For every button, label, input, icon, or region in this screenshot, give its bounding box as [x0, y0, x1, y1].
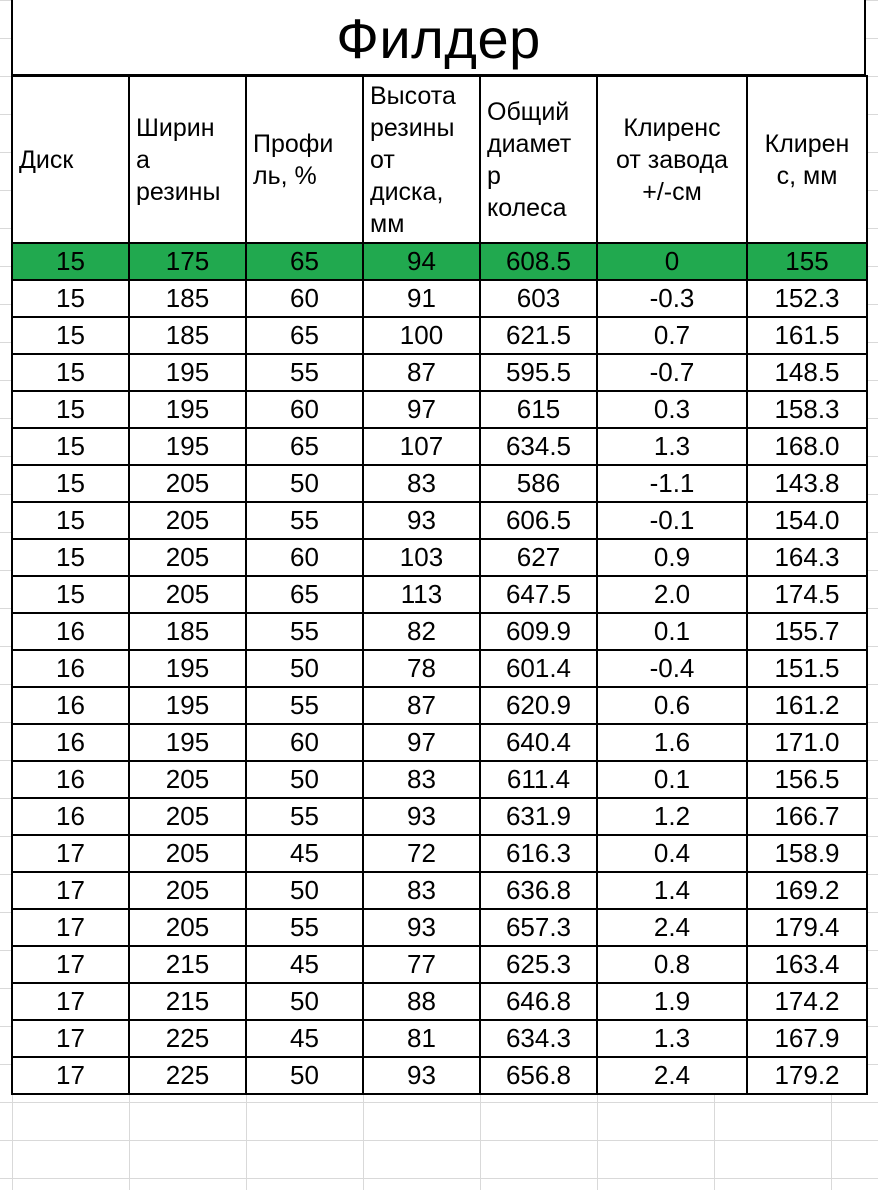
cell-overall-diameter[interactable]: 606.5: [480, 502, 597, 539]
table-row: [12, 502, 867, 539]
cell-profile[interactable]: 65: [246, 317, 363, 354]
header-clearance-mm[interactable]: Клирен с, мм: [747, 76, 867, 243]
cell-disk[interactable]: 15: [12, 280, 129, 317]
cell-profile[interactable]: 55: [246, 354, 363, 391]
cell-tire-width[interactable]: 175: [129, 243, 246, 280]
cell-profile[interactable]: 45: [246, 1020, 363, 1057]
cell-profile[interactable]: 50: [246, 465, 363, 502]
cell-sidewall-height[interactable]: 94: [363, 243, 480, 280]
cell-tire-width[interactable]: 185: [129, 280, 246, 317]
cell-clearance-mm[interactable]: 168.0: [747, 428, 867, 465]
cell-overall-diameter[interactable]: 615: [480, 391, 597, 428]
cell-sidewall-height[interactable]: 97: [363, 724, 480, 761]
cell-clearance-delta[interactable]: 0.7: [597, 317, 747, 354]
cell-profile[interactable]: 65: [246, 576, 363, 613]
cell-tire-width[interactable]: 215: [129, 983, 246, 1020]
cell-clearance-delta[interactable]: 0: [597, 243, 747, 280]
cell-sidewall-height[interactable]: 93: [363, 502, 480, 539]
cell-overall-diameter[interactable]: 646.8: [480, 983, 597, 1020]
cell-disk[interactable]: 15: [12, 502, 129, 539]
cell-disk[interactable]: 15: [12, 391, 129, 428]
cell-clearance-mm[interactable]: 161.5: [747, 317, 867, 354]
cell-disk[interactable]: 16: [12, 798, 129, 835]
cell-clearance-delta[interactable]: 0.1: [597, 761, 747, 798]
cell-clearance-mm[interactable]: 155: [747, 243, 867, 280]
cell-disk[interactable]: 16: [12, 724, 129, 761]
cell-clearance-delta[interactable]: 0.4: [597, 835, 747, 872]
cell-sidewall-height[interactable]: 87: [363, 687, 480, 724]
table-title: Филдер: [336, 7, 541, 70]
table-title-cell[interactable]: [11, 0, 866, 76]
header-disk[interactable]: Диск: [12, 76, 129, 243]
cell-profile[interactable]: 50: [246, 872, 363, 909]
cell-clearance-mm[interactable]: 161.2: [747, 687, 867, 724]
empty-sheet-area: [0, 1143, 878, 1190]
cell-profile[interactable]: 55: [246, 687, 363, 724]
cell-clearance-mm[interactable]: 167.9: [747, 1020, 867, 1057]
cell-disk[interactable]: 16: [12, 761, 129, 798]
cell-overall-diameter[interactable]: 616.3: [480, 835, 597, 872]
cell-clearance-delta[interactable]: -1.1: [597, 465, 747, 502]
cell-sidewall-height[interactable]: 93: [363, 909, 480, 946]
cell-clearance-mm[interactable]: 179.2: [747, 1057, 867, 1094]
header-clearance-delta[interactable]: Клиренс от завода +/-см: [597, 76, 747, 243]
cell-profile[interactable]: 55: [246, 613, 363, 650]
cell-disk[interactable]: 17: [12, 909, 129, 946]
cell-clearance-delta[interactable]: 2.4: [597, 1057, 747, 1094]
table-row: [12, 872, 867, 909]
table-row: [12, 1057, 867, 1094]
header-sidewall-height[interactable]: Высота резины от диска, мм: [363, 76, 480, 243]
cell-tire-width[interactable]: 205: [129, 576, 246, 613]
table-row: [12, 909, 867, 946]
cell-disk[interactable]: 17: [12, 1057, 129, 1094]
cell-overall-diameter[interactable]: 631.9: [480, 798, 597, 835]
cell-tire-width[interactable]: 195: [129, 354, 246, 391]
cell-tire-width[interactable]: 205: [129, 909, 246, 946]
cell-tire-width[interactable]: 205: [129, 539, 246, 576]
cell-clearance-delta[interactable]: -0.1: [597, 502, 747, 539]
cell-disk[interactable]: 15: [12, 465, 129, 502]
table-row: [12, 946, 867, 983]
cell-disk[interactable]: 15: [12, 317, 129, 354]
cell-clearance-delta[interactable]: 1.6: [597, 724, 747, 761]
cell-overall-diameter[interactable]: 608.5: [480, 243, 597, 280]
table-row: [12, 724, 867, 761]
cell-clearance-delta[interactable]: 0.3: [597, 391, 747, 428]
table-row: [12, 317, 867, 354]
cell-clearance-delta[interactable]: 1.2: [597, 798, 747, 835]
cell-sidewall-height[interactable]: 87: [363, 354, 480, 391]
table-header: [12, 76, 867, 243]
cell-clearance-mm[interactable]: 179.4: [747, 909, 867, 946]
cell-disk[interactable]: 17: [12, 983, 129, 1020]
table-row: [12, 576, 867, 613]
cell-overall-diameter[interactable]: 656.8: [480, 1057, 597, 1094]
cell-profile[interactable]: 55: [246, 502, 363, 539]
cell-profile[interactable]: 55: [246, 798, 363, 835]
cell-profile[interactable]: 65: [246, 243, 363, 280]
cell-overall-diameter[interactable]: 586: [480, 465, 597, 502]
cell-profile[interactable]: 65: [246, 428, 363, 465]
cell-overall-diameter[interactable]: 601.4: [480, 650, 597, 687]
cell-clearance-mm[interactable]: 174.2: [747, 983, 867, 1020]
cell-sidewall-height[interactable]: 113: [363, 576, 480, 613]
cell-tire-width[interactable]: 185: [129, 613, 246, 650]
cell-profile[interactable]: 45: [246, 835, 363, 872]
cell-clearance-mm[interactable]: 152.3: [747, 280, 867, 317]
table-row: [12, 761, 867, 798]
cell-sidewall-height[interactable]: 91: [363, 280, 480, 317]
cell-profile[interactable]: 60: [246, 391, 363, 428]
header-profile[interactable]: Профи ль, %: [246, 76, 363, 243]
cell-clearance-mm[interactable]: 164.3: [747, 539, 867, 576]
cell-tire-width[interactable]: 195: [129, 391, 246, 428]
header-overall-diameter[interactable]: Общий диамет р колеса: [480, 76, 597, 243]
cell-overall-diameter[interactable]: 636.8: [480, 872, 597, 909]
table-row: [12, 391, 867, 428]
cell-clearance-mm[interactable]: 156.5: [747, 761, 867, 798]
cell-tire-width[interactable]: 205: [129, 872, 246, 909]
cell-disk[interactable]: 15: [12, 539, 129, 576]
cell-disk[interactable]: 17: [12, 1020, 129, 1057]
header-tire-width[interactable]: Ширин а резины: [129, 76, 246, 243]
header-row: [12, 76, 867, 243]
cell-overall-diameter[interactable]: 621.5: [480, 317, 597, 354]
cell-clearance-mm[interactable]: 143.8: [747, 465, 867, 502]
table-row: [12, 354, 867, 391]
cell-tire-width[interactable]: 205: [129, 761, 246, 798]
cell-tire-width[interactable]: 185: [129, 317, 246, 354]
tire-table: [11, 75, 868, 1095]
cell-tire-width[interactable]: 205: [129, 502, 246, 539]
cell-profile[interactable]: 50: [246, 761, 363, 798]
cell-tire-width[interactable]: 225: [129, 1020, 246, 1057]
cell-clearance-mm[interactable]: 154.0: [747, 502, 867, 539]
cell-clearance-delta[interactable]: 2.4: [597, 909, 747, 946]
cell-disk[interactable]: 17: [12, 872, 129, 909]
cell-sidewall-height[interactable]: 83: [363, 872, 480, 909]
cell-profile[interactable]: 50: [246, 1057, 363, 1094]
cell-disk[interactable]: 15: [12, 243, 129, 280]
cell-disk[interactable]: 16: [12, 687, 129, 724]
table-body: [12, 243, 867, 1094]
table-row: [12, 613, 867, 650]
cell-sidewall-height[interactable]: 83: [363, 761, 480, 798]
table-row: [12, 798, 867, 835]
cell-sidewall-height[interactable]: 72: [363, 835, 480, 872]
cell-clearance-delta[interactable]: 1.3: [597, 1020, 747, 1057]
table-row: [12, 983, 867, 1020]
cell-disk[interactable]: 17: [12, 835, 129, 872]
cell-clearance-delta[interactable]: 1.9: [597, 983, 747, 1020]
cell-overall-diameter[interactable]: 634.3: [480, 1020, 597, 1057]
cell-clearance-mm[interactable]: 166.7: [747, 798, 867, 835]
cell-sidewall-height[interactable]: 93: [363, 798, 480, 835]
table-row: [12, 687, 867, 724]
cell-disk[interactable]: 15: [12, 354, 129, 391]
cell-overall-diameter[interactable]: 620.9: [480, 687, 597, 724]
cell-profile[interactable]: 50: [246, 983, 363, 1020]
cell-profile[interactable]: 55: [246, 909, 363, 946]
cell-sidewall-height[interactable]: 78: [363, 650, 480, 687]
cell-overall-diameter[interactable]: 603: [480, 280, 597, 317]
cell-clearance-delta[interactable]: 1.4: [597, 872, 747, 909]
cell-tire-width[interactable]: 205: [129, 798, 246, 835]
cell-sidewall-height[interactable]: 81: [363, 1020, 480, 1057]
cell-overall-diameter[interactable]: 647.5: [480, 576, 597, 613]
cell-clearance-mm[interactable]: 158.3: [747, 391, 867, 428]
table-row: [12, 539, 867, 576]
cell-tire-width[interactable]: 205: [129, 465, 246, 502]
cell-clearance-delta[interactable]: 0.1: [597, 613, 747, 650]
cell-overall-diameter[interactable]: 634.5: [480, 428, 597, 465]
cell-clearance-delta[interactable]: 2.0: [597, 576, 747, 613]
cell-profile[interactable]: 60: [246, 280, 363, 317]
table-row: [12, 650, 867, 687]
cell-clearance-mm[interactable]: 151.5: [747, 650, 867, 687]
cell-clearance-mm[interactable]: 174.5: [747, 576, 867, 613]
cell-clearance-mm[interactable]: 158.9: [747, 835, 867, 872]
cell-clearance-delta[interactable]: -0.4: [597, 650, 747, 687]
cell-sidewall-height[interactable]: 88: [363, 983, 480, 1020]
cell-tire-width[interactable]: 195: [129, 428, 246, 465]
cell-clearance-mm[interactable]: 169.2: [747, 872, 867, 909]
table-row: [12, 280, 867, 317]
cell-clearance-delta[interactable]: 1.3: [597, 428, 747, 465]
cell-tire-width[interactable]: 225: [129, 1057, 246, 1094]
cell-sidewall-height[interactable]: 82: [363, 613, 480, 650]
cell-profile[interactable]: 45: [246, 946, 363, 983]
table-row: [12, 465, 867, 502]
cell-sidewall-height[interactable]: 83: [363, 465, 480, 502]
table-row: [12, 835, 867, 872]
cell-profile[interactable]: 50: [246, 650, 363, 687]
cell-overall-diameter[interactable]: 657.3: [480, 909, 597, 946]
cell-sidewall-height[interactable]: 77: [363, 946, 480, 983]
cell-clearance-mm[interactable]: 171.0: [747, 724, 867, 761]
cell-profile[interactable]: 60: [246, 539, 363, 576]
cell-clearance-mm[interactable]: 155.7: [747, 613, 867, 650]
cell-overall-diameter[interactable]: 627: [480, 539, 597, 576]
cell-sidewall-height[interactable]: 97: [363, 391, 480, 428]
cell-clearance-mm[interactable]: 148.5: [747, 354, 867, 391]
cell-clearance-delta[interactable]: 0.9: [597, 539, 747, 576]
cell-disk[interactable]: 15: [12, 428, 129, 465]
cell-sidewall-height[interactable]: 107: [363, 428, 480, 465]
cell-tire-width[interactable]: 195: [129, 650, 246, 687]
cell-disk[interactable]: 16: [12, 613, 129, 650]
cell-disk[interactable]: 17: [12, 946, 129, 983]
cell-profile[interactable]: 60: [246, 724, 363, 761]
table-row: [12, 1020, 867, 1057]
cell-clearance-delta[interactable]: -0.3: [597, 280, 747, 317]
cell-clearance-delta[interactable]: -0.7: [597, 354, 747, 391]
cell-clearance-delta[interactable]: 0.6: [597, 687, 747, 724]
cell-tire-width[interactable]: 195: [129, 724, 246, 761]
cell-overall-diameter[interactable]: 625.3: [480, 946, 597, 983]
cell-overall-diameter[interactable]: 640.4: [480, 724, 597, 761]
cell-sidewall-height[interactable]: 103: [363, 539, 480, 576]
cell-sidewall-height[interactable]: 93: [363, 1057, 480, 1094]
cell-overall-diameter[interactable]: 609.9: [480, 613, 597, 650]
cell-tire-width[interactable]: 215: [129, 946, 246, 983]
cell-overall-diameter[interactable]: 595.5: [480, 354, 597, 391]
cell-overall-diameter[interactable]: 611.4: [480, 761, 597, 798]
table-row: [12, 428, 867, 465]
cell-clearance-mm[interactable]: 163.4: [747, 946, 867, 983]
cell-sidewall-height[interactable]: 100: [363, 317, 480, 354]
cell-tire-width[interactable]: 205: [129, 835, 246, 872]
cell-disk[interactable]: 15: [12, 576, 129, 613]
cell-tire-width[interactable]: 195: [129, 687, 246, 724]
table-row-highlighted: [12, 243, 867, 280]
cell-disk[interactable]: 16: [12, 650, 129, 687]
cell-clearance-delta[interactable]: 0.8: [597, 946, 747, 983]
